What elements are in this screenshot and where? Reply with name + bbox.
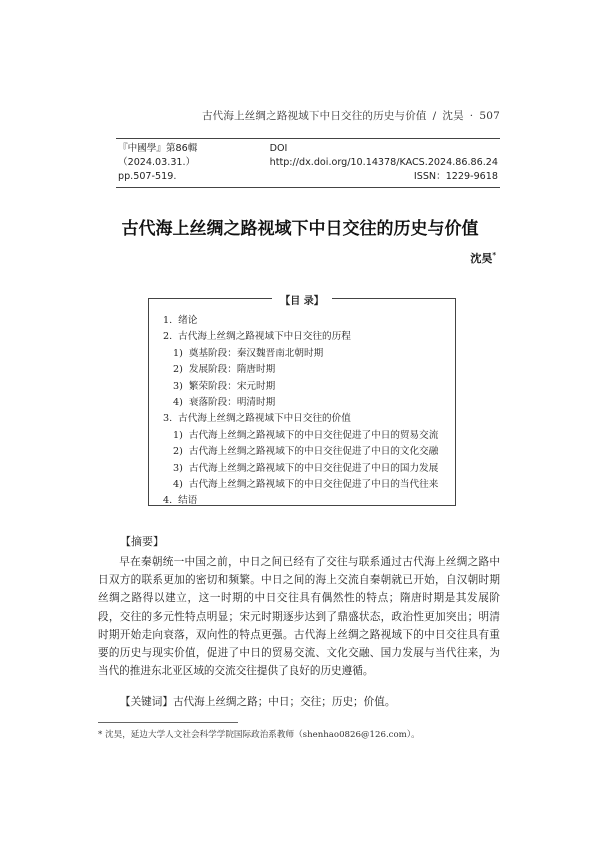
toc-item	[163, 477, 449, 493]
toc-item-text: 古代海上丝绸之路视域下的中日交往促进了中日的文化交融	[188, 446, 439, 458]
toc-item-number: 2.	[163, 331, 173, 343]
running-head	[202, 108, 500, 123]
toc-item	[163, 428, 449, 444]
toc-item	[163, 395, 449, 411]
toc-item	[163, 346, 449, 362]
publication-meta	[116, 138, 500, 188]
toc-list	[163, 313, 449, 510]
toc-item-number: 4)	[173, 396, 183, 408]
toc-item-number: 3.	[163, 413, 173, 425]
toc-item	[163, 362, 449, 378]
toc-item-text: 古代海上丝绸之路视域下的中日交往促进了中日的贸易交流	[188, 429, 439, 441]
issn: ISSN：1229-9618	[413, 171, 498, 182]
toc-item-number: 1.	[163, 315, 173, 326]
toc-item	[163, 379, 449, 395]
toc-item	[163, 461, 449, 477]
toc-item	[163, 329, 449, 345]
journal-info: 『中國學』第86輯（2024.03.31.）	[118, 143, 198, 168]
toc-item-number: 3)	[173, 380, 183, 392]
doi-link[interactable]: DOI http://dx.doi.org/10.14378/KACS.2024.86.86.24	[269, 143, 499, 168]
toc-heading: 【目 录】	[272, 296, 331, 307]
toc-item-number: 2)	[173, 364, 183, 376]
toc-item-number: 1)	[173, 429, 183, 441]
running-head-separator: /	[432, 110, 437, 122]
running-head-author: 沈昊	[442, 110, 464, 122]
author-footnote-mark: *	[492, 250, 496, 260]
toc-item	[163, 493, 449, 509]
toc-item-number: 4.	[163, 495, 173, 507]
running-head-title: 古代海上丝绸之路视域下中日交往的历史与价值	[201, 110, 427, 122]
toc-item-number: 4)	[173, 478, 183, 490]
table-of-contents	[148, 298, 456, 506]
author-name	[470, 250, 496, 266]
toc-item-text: 绪论	[178, 315, 198, 326]
toc-item-text: 衰落阶段：明清时期	[188, 396, 276, 408]
toc-item-text: 发展阶段：隋唐时期	[188, 364, 276, 376]
toc-item-text: 古代海上丝绸之路视域下中日交往的价值	[178, 413, 351, 425]
toc-heading-wrap	[149, 292, 455, 307]
abstract-heading: 【摘要】	[120, 535, 164, 548]
toc-item-number: 1)	[173, 347, 183, 359]
keywords: 【关键词】古代海上丝绸之路；中日；交往；历史；价值。	[120, 696, 396, 708]
author-name-text: 沈昊	[470, 252, 493, 265]
page-number: 507	[479, 110, 500, 122]
footnote: * 沈昊，延边大学人文社会科学学院国际政治系教师（shenhao0826@126.com）。	[98, 730, 420, 740]
toc-item-text: 古代海上丝绸之路视域下中日交往的历程	[178, 331, 351, 343]
toc-item-number: 3)	[173, 462, 183, 474]
toc-item-text: 古代海上丝绸之路视域下的中日交往促进了中日的国力发展	[188, 462, 439, 474]
running-head-dot: ·	[469, 110, 474, 122]
toc-item-text: 结语	[178, 495, 198, 507]
abstract-text: 早在秦朝统一中国之前，中日之间已经有了交往与联系通过古代海上丝绸之路中日双方的联系更加的密切和频繁。中日之间的海上交流自秦朝就已开始，自汉朝时期丝绸之路得以建立，这一时期的中日交往具有偶然性的特点；隋唐时期是其发展阶段，交往的多元性特点明显；宋元时期逐步达到了鼎盛状态，政治性更加突出；明清时期开始走向衰落，双向性的特点更强。古代海上丝绸之路视域下的中日交往具有重要的历史与现实价值，促进了中日的贸易交流、文化交融、国力发展与当代往来，为当代的推进东北亚区域的交流交往提供了良好的历史遵循。	[98, 556, 500, 678]
meta-row-bottom	[118, 170, 498, 184]
toc-item-text: 奠基阶段：秦汉魏晋南北朝时期	[188, 347, 324, 359]
meta-row-top	[118, 142, 498, 170]
toc-item	[163, 444, 449, 460]
toc-item	[163, 411, 449, 427]
article-title: 古代海上丝绸之路视域下中日交往的历史与价值	[121, 219, 479, 239]
toc-item-number: 2)	[173, 446, 183, 458]
toc-item-text: 繁荣阶段：宋元时期	[188, 380, 276, 392]
toc-item-text: 古代海上丝绸之路视域下的中日交往促进了中日的当代往来	[188, 478, 439, 490]
toc-item	[163, 313, 449, 329]
footnote-divider	[98, 722, 238, 723]
page-range: pp.507-519.	[118, 171, 177, 182]
